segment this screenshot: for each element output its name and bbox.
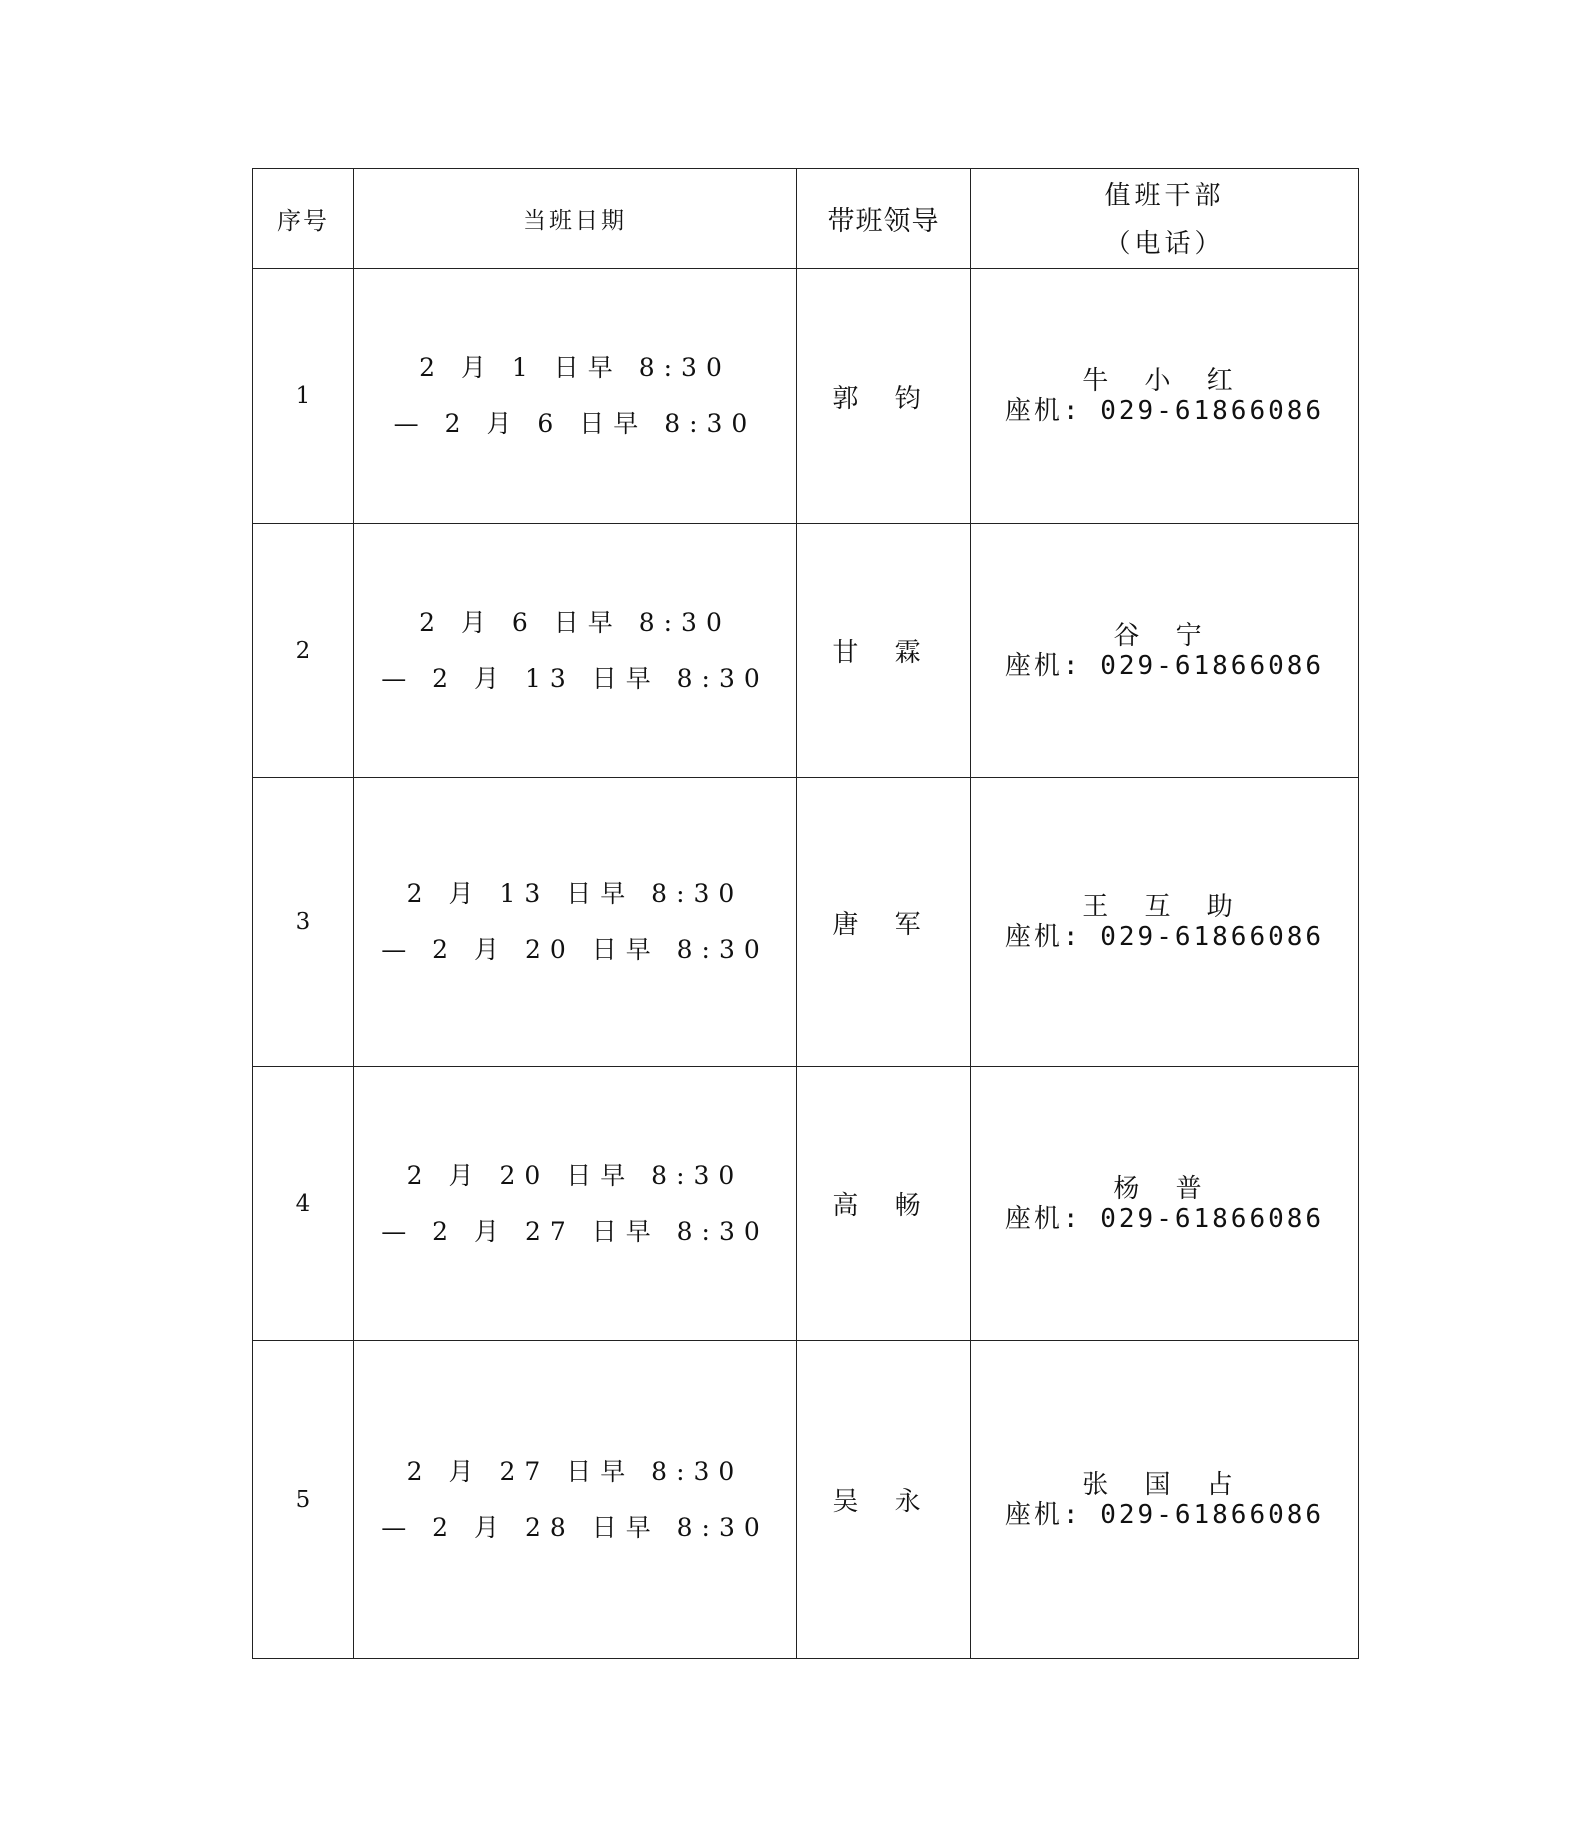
table-row	[253, 524, 1359, 778]
row-cadre-name: 王 互 助	[1082, 892, 1247, 922]
row-seq: 3	[253, 778, 354, 1067]
row-date-start: 2 月 6 日早 8:30	[419, 607, 731, 637]
row-date-end: — 2 月 28 日早 8:30	[381, 1512, 769, 1542]
row-cadre-name: 杨 普	[1113, 1173, 1216, 1204]
row-cadre-phone: 座机: 029-61866086	[1004, 396, 1325, 426]
row-leader	[797, 1067, 971, 1341]
row-leader	[797, 269, 971, 524]
row-date-end: — 2 月 6 日早 8:30	[393, 409, 757, 438]
row-cadre-phone: 座机: 029-61866086	[1004, 922, 1325, 952]
row-cadre	[971, 269, 1359, 524]
row-cadre	[971, 778, 1359, 1067]
table-header-row	[253, 169, 1359, 269]
row-leader-name: 吴 永	[832, 1487, 935, 1517]
row-date-end: — 2 月 27 日早 8:30	[381, 1216, 769, 1246]
row-cadre-phone: 座机: 029-61866086	[1004, 1499, 1325, 1530]
row-date-start: 2 月 13 日早 8:30	[406, 879, 744, 908]
row-seq: 1	[253, 269, 354, 524]
row-cadre	[971, 1341, 1359, 1659]
header-date: 当班日期	[354, 169, 797, 269]
header-cadre-phone-note: （电话）	[1104, 228, 1225, 259]
row-leader-name: 郭 钧	[832, 383, 935, 414]
row-cadre	[971, 1067, 1359, 1341]
row-date-end: — 2 月 13 日早 8:30	[381, 663, 769, 693]
row-leader-name: 甘 霖	[832, 638, 935, 668]
row-date-start: 2 月 20 日早 8:30	[406, 1160, 744, 1190]
row-cadre	[971, 524, 1359, 778]
header-leader: 带班领导	[797, 169, 971, 269]
row-seq: 5	[253, 1341, 354, 1659]
row-date	[354, 269, 797, 524]
row-leader-name: 高 畅	[832, 1191, 935, 1221]
row-date-start: 2 月 27 日早 8:30	[406, 1456, 744, 1486]
row-date-start: 2 月 1 日早 8:30	[419, 353, 731, 382]
row-cadre-name: 牛 小 红	[1082, 366, 1247, 396]
row-date	[354, 1067, 797, 1341]
header-seq: 序号	[253, 169, 354, 269]
table-row	[253, 269, 1359, 524]
row-cadre-name: 谷 宁	[1113, 620, 1216, 651]
row-date	[354, 524, 797, 778]
row-date-end: — 2 月 20 日早 8:30	[381, 935, 769, 964]
table-row	[253, 778, 1359, 1067]
row-cadre-name: 张 国 占	[1082, 1469, 1247, 1500]
row-cadre-phone: 座机: 029-61866086	[1004, 1203, 1325, 1234]
row-leader	[797, 778, 971, 1067]
table-row	[253, 1341, 1359, 1659]
row-leader-name: 唐 军	[832, 909, 935, 940]
row-date	[354, 1341, 797, 1659]
row-cadre-phone: 座机: 029-61866086	[1004, 650, 1325, 681]
row-leader	[797, 524, 971, 778]
duty-roster-table	[252, 168, 1359, 1659]
row-date	[354, 778, 797, 1067]
table-row	[253, 1067, 1359, 1341]
row-seq: 2	[253, 524, 354, 778]
header-cadre-title: 值班干部	[1104, 180, 1225, 211]
header-cadre	[971, 169, 1359, 269]
row-leader	[797, 1341, 971, 1659]
row-seq: 4	[253, 1067, 354, 1341]
